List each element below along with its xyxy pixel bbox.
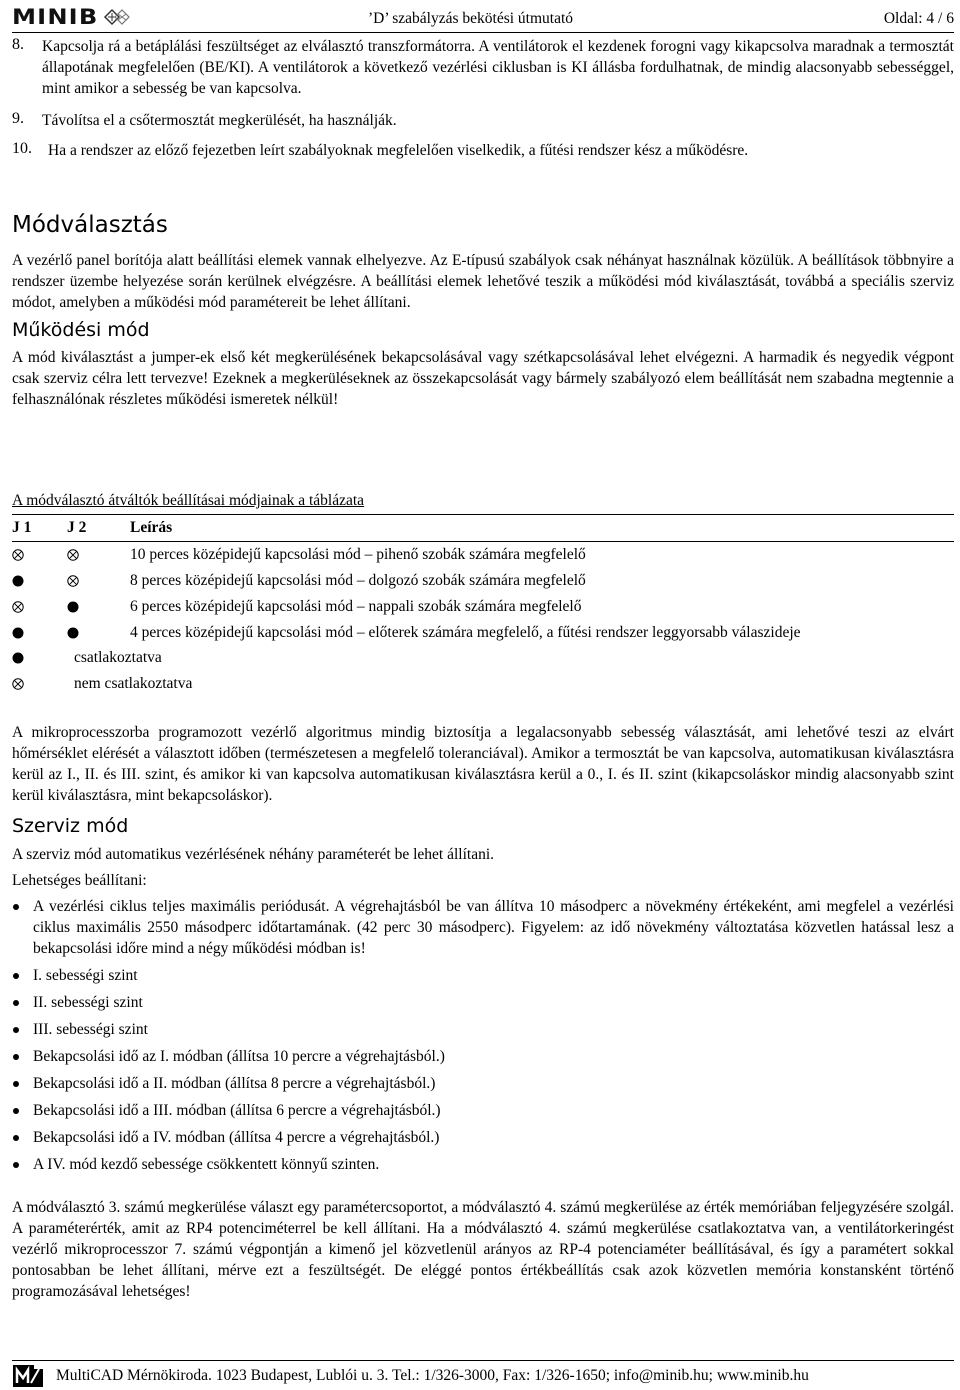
footer-text: MultiCAD Mérnökiroda. 1023 Budapest, Lublói u. 3. Tel.: 1/326-3000, Fax: 1/326-1650; info@minib.hu; www.minib.hu (56, 1367, 809, 1384)
list-item (12, 1127, 954, 1148)
row-description: 4 perces középidejű kapcsolási mód – előterek számára megfelelő, a fűtési rendszer leggyorsabb válaszideje (130, 624, 801, 641)
list-item (12, 1100, 954, 1121)
bullet-icon (13, 904, 19, 910)
not-connected-icon (67, 549, 79, 561)
item-number: 10. (12, 140, 32, 157)
legend-not-connected (12, 671, 954, 697)
operating-mode-paragraph: A mód kiválasztást a jumper-ek első két megkerülésének bekapcsolásával vagy szétkapcsolásával lehet elvégezni. A harmadik és negyedik végpont csak szerviz célra lett tervezve! Ezeknek a megkerüléseknek az összekapcsolását vagy bármely szabályozó elem beállítását nem szabadna megtennie a felhasználónak részletes működési ismeretek nélkül! (12, 349, 954, 408)
list-item (12, 1046, 954, 1067)
section-title-operating-mode: Működési mód (12, 319, 150, 341)
header-divider (12, 32, 954, 33)
list-item (12, 1019, 954, 1040)
logo-text: MINIB (12, 5, 99, 29)
connected-icon (12, 575, 24, 587)
table-row (12, 568, 954, 594)
bullet-icon (13, 1135, 19, 1141)
footer-divider (12, 1360, 954, 1361)
list-item-text: Bekapcsolási idő az I. módban (állítsa 10 percre a végrehajtásból.) (33, 1048, 445, 1065)
intro-item-8 (12, 36, 954, 99)
list-item-text: Bekapcsolási idő a III. módban (állítsa 6 percre a végrehajtásból.) (33, 1102, 441, 1119)
bullet-icon (13, 1108, 19, 1114)
jumper-table (12, 514, 954, 646)
legend-connected (12, 645, 954, 671)
page-footer (12, 1363, 954, 1389)
list-item-text: II. sebességi szint (33, 994, 143, 1011)
section-title-service-mode: Szerviz mód (12, 815, 129, 837)
connected-icon (67, 601, 79, 613)
multicad-logo-icon (12, 1364, 46, 1388)
item-text: Ha a rendszer az előző fejezetben leírt szabályoknak megfelelően viselkedik, a fűtési rendszer kész a működésre. (48, 142, 749, 159)
list-item (12, 992, 954, 1013)
table-header-row (12, 515, 954, 542)
header-title: ’D’ szabályzás bekötési útmutató (368, 10, 574, 27)
list-item-text: Bekapcsolási idő a IV. módban (állítsa 4 percre a végrehajtásból.) (33, 1129, 440, 1146)
header-j1: J 1 (12, 515, 67, 542)
table-legend (12, 645, 954, 697)
item-number: 8. (12, 36, 24, 53)
intro-item-10 (12, 140, 954, 161)
list-item-text: III. sebességi szint (33, 1021, 148, 1038)
header-j2: J 2 (67, 515, 130, 542)
intro-item-9 (12, 110, 954, 131)
minib-logo (12, 6, 131, 28)
list-item (12, 1073, 954, 1094)
header-description: Leírás (130, 515, 954, 542)
mode-select-paragraph: A vezérlő panel borítója alatt beállítási elemek vannak elhelyezve. Az E-típusú szabályok csak néhányat használnak közülük. A beállítások többnyire a rendszer üzembe helyezése során kerülnek elvégzésre. A beállítási elemek lehetővé teszik a működési mód kiválasztását, továbbá a speciális szerviz módot, amelyben a működési mód paramétereit be lehet állítani. (12, 252, 954, 311)
connected-icon (12, 627, 24, 639)
service-mode-closing-paragraph: A módválasztó 3. számú megkerülése választ egy paramétercsoportot, a módválasztó 4. számú megkerülése az érték memóriában feljegyzésére szolgál. A paraméterérték, amit az RP4 potenciméterrel be kell állítani. Ha a módválasztó 4. számú megkerülése csatlakoztatva van, a ventilátorkeringést vezérlő mikroprocesszor 7. számú végpontján a kimenő jel közvetlenül arányos az RP-4 potenciaméter beállításával, és így a paramétert sokkal pontosabban be lehet állítani, mérve ezt a feszültségét. De eléggé pontos értékbeállítás csak azok közvetlen memória konstansként történő programozásával lehetséges! (12, 1199, 954, 1300)
bullet-icon (13, 1000, 19, 1006)
not-connected-icon (12, 678, 24, 690)
list-item (12, 896, 954, 959)
service-mode-possible-label: Lehetséges beállítani: (12, 872, 147, 889)
list-item-text: Bekapcsolási idő a II. módban (állítsa 8 percre a végrehajtásból.) (33, 1075, 436, 1092)
section-title-mode-select: Módválasztás (12, 212, 168, 238)
page-number: Oldal: 4 / 6 (883, 10, 954, 27)
not-connected-icon (67, 575, 79, 587)
item-number: 9. (12, 110, 24, 127)
item-text: Távolítsa el a csőtermosztát megkerülését, ha használják. (42, 112, 397, 129)
list-item-text: A IV. mód kezdő sebessége csökkentett könnyű szinten. (33, 1156, 380, 1173)
table-row (12, 594, 954, 620)
list-item (12, 1154, 954, 1175)
page-header (12, 6, 954, 32)
microprocessor-paragraph: A mikroprocesszorba programozott vezérlő algoritmus mindig biztosítja a legalacsonyabb sebesség választását, ami lehetővé teszi az elvárt hőmérséklet elérését a választott időben (természetesen a megfelelő toleranciával). Amikor a termosztát be van kapcsolva, automatikusan kiválasztásra kerül az I., II. és III. szint, és amikor ki van kapcsolva automatikusan kiválasztásra kerül a 0., I. és II. szint (kikapcsoláskor mindig alacsonyabb szint kerül kiválasztásra, mint bekapcsoláskor). (12, 724, 954, 804)
list-item-text: I. sebességi szint (33, 967, 138, 984)
table-row (12, 542, 954, 569)
bullet-icon (13, 1081, 19, 1087)
list-item-text: A vezérlési ciklus teljes maximális periódusát. A végrehajtásból be van állítva 10 másodperc a növekmény értékeként, ami megfelel a vezérlési ciklus maximális 2550 másodperc időtartamának. (42 perc 30 másodperc). Figyelem: az idő növekmény változtatása közvetlen hatással lesz a bekapcsolási időre mind a négy működési módban is! (33, 898, 954, 957)
connected-icon (12, 652, 24, 664)
row-description: 8 perces középidejű kapcsolási mód – dolgozó szobák számára megfelelő (130, 572, 586, 589)
legend-connected-label: csatlakoztatva (74, 649, 162, 666)
bullet-icon (13, 1027, 19, 1033)
legend-not-connected-label: nem csatlakoztatva (74, 675, 193, 692)
service-mode-intro: A szerviz mód automatikus vezérlésének néhány paraméterét be lehet állítani. (12, 846, 495, 863)
row-description: 6 perces középidejű kapcsolási mód – nappali szobák számára megfelelő (130, 598, 582, 615)
not-connected-icon (12, 549, 24, 561)
bullet-icon (13, 973, 19, 979)
bullet-icon (13, 1054, 19, 1060)
logo-mark-icon (103, 8, 131, 26)
table-title: A módválasztó átváltók beállításai módjainak a táblázata (12, 492, 365, 509)
connected-icon (67, 627, 79, 639)
row-description: 10 perces középidejű kapcsolási mód – pihenő szobák számára megfelelő (130, 546, 586, 563)
item-text: Kapcsolja rá a betáplálási feszültséget az elválasztó transzformátorra. A ventilátorok el kezdenek forogni vagy kikapcsolva maradnak a termosztát állapotának megfelelően (BE/KI). A ventilátorok a következő vezérlési ciklusban is KI állásba fordulhatnak, de mindig alacsonyabb sebességgel, mint amikor a sebesség be van kapcsolva. (42, 38, 954, 97)
service-settings-list (12, 896, 954, 1175)
table-row (12, 620, 954, 646)
not-connected-icon (12, 601, 24, 613)
bullet-icon (13, 1162, 19, 1168)
list-item (12, 965, 954, 986)
